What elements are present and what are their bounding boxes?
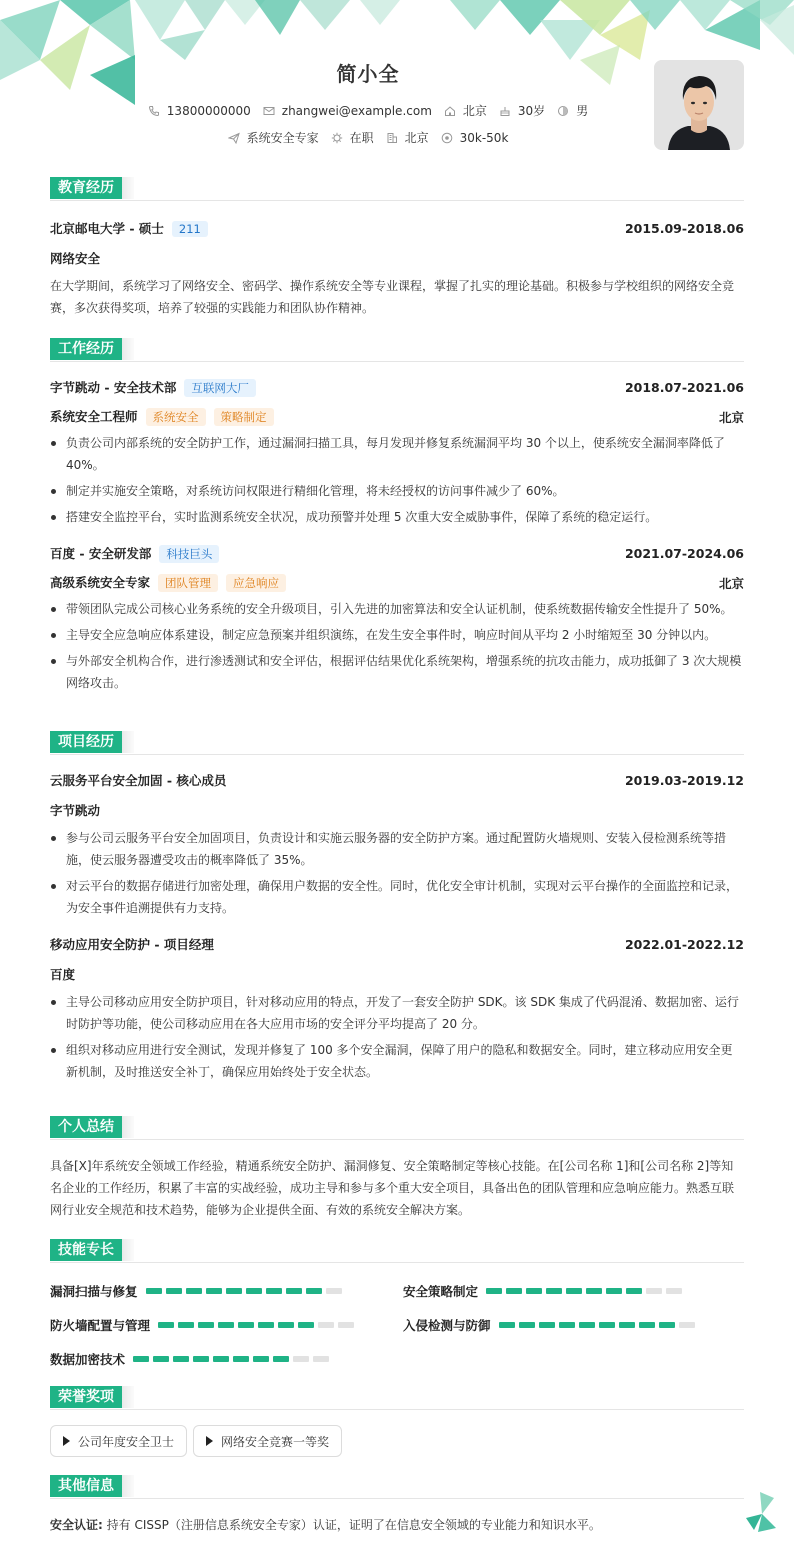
skill-segment-filled xyxy=(166,1288,182,1294)
paper-plane-icon xyxy=(228,132,240,144)
skill-segment-filled xyxy=(539,1322,555,1328)
skill-segment-filled xyxy=(258,1322,274,1328)
awards-list xyxy=(50,1425,744,1457)
city-text: 北京 xyxy=(404,131,429,145)
phone-icon xyxy=(148,105,160,117)
skill-segment-filled xyxy=(486,1288,502,1294)
skill-segment-filled xyxy=(286,1288,302,1294)
skill-segment-filled xyxy=(233,1356,249,1362)
skill-segment-filled xyxy=(659,1322,675,1328)
hometown-text: 北京 xyxy=(462,104,487,118)
company-name: 百度 - 安全研发部 xyxy=(50,546,152,561)
skill-segment-filled xyxy=(619,1322,635,1328)
skill-segment-filled xyxy=(213,1356,229,1362)
skill-name: 数据加密技术 xyxy=(50,1352,126,1367)
mail-icon xyxy=(263,105,275,117)
project-entry xyxy=(50,935,744,1083)
status-info xyxy=(331,129,374,146)
skill-segment-filled xyxy=(519,1322,535,1328)
skill-segment-filled xyxy=(226,1288,242,1294)
position-info xyxy=(228,129,319,146)
project-entry xyxy=(50,771,744,919)
summary-header xyxy=(50,1116,744,1140)
section-title: 教育经历 xyxy=(50,177,122,199)
skill-segment-filled xyxy=(246,1288,262,1294)
role-name: 高级系统安全专家 xyxy=(50,575,151,590)
work-bullet: 搭建安全监控平台，实时监测系统安全状况，成功预警并处理 5 次重大安全威胁事件，保障了系统的稳定运行。 xyxy=(50,506,744,528)
skill-segment-filled xyxy=(238,1322,254,1328)
work-date: 2018.07-2021.06 xyxy=(624,380,744,395)
projects-section xyxy=(50,731,744,1083)
skill-segment-filled xyxy=(586,1288,602,1294)
skill-segment-filled xyxy=(526,1288,542,1294)
project-company: 字节跳动 xyxy=(50,803,101,818)
work-role xyxy=(50,407,274,426)
award-name: 网络安全竞赛一等奖 xyxy=(221,1434,330,1449)
role-tag: 策略制定 xyxy=(214,408,274,426)
project-name: 移动应用安全防护 - 项目经理 xyxy=(50,937,214,952)
skill-name: 防火墙配置与管理 xyxy=(50,1318,151,1333)
work-bullet: 带领团队完成公司核心业务系统的安全升级项目，引入先进的加密算法和安全认证机制，使系统数据传输安全性提升了 50%。 xyxy=(50,598,744,620)
skill-segment-filled xyxy=(253,1356,269,1362)
skill-segment-empty xyxy=(646,1288,662,1294)
school-line xyxy=(50,219,208,237)
footer-triangle-pattern xyxy=(740,1492,780,1536)
email-text: zhangwei@example.com xyxy=(281,103,432,118)
role-tag: 系统安全 xyxy=(146,408,206,426)
skill-level-bar xyxy=(158,1322,358,1328)
skill-level-bar xyxy=(133,1356,333,1362)
play-triangle-icon xyxy=(63,1436,70,1446)
skill-item xyxy=(50,1282,346,1300)
age-info xyxy=(499,102,545,119)
company-tag: 科技巨头 xyxy=(159,545,219,563)
hometown-info xyxy=(444,102,487,119)
candidate-name: 简小全 xyxy=(336,62,400,86)
age-text: 30岁 xyxy=(517,104,546,118)
status-text: 在职 xyxy=(349,131,374,145)
resume-header xyxy=(0,0,794,160)
other-text: 持有 CISSP（注册信息系统安全专家）认证，证明了在信息安全领域的专业能力和知识水平。 xyxy=(106,1518,601,1532)
project-name: 云服务平台安全加固 - 核心成员 xyxy=(50,773,227,788)
skill-level-bar xyxy=(486,1288,686,1294)
building-icon xyxy=(386,132,398,144)
skill-segment-empty xyxy=(338,1322,354,1328)
skill-segment-filled xyxy=(198,1322,214,1328)
skill-item xyxy=(50,1350,333,1368)
skill-segment-filled xyxy=(506,1288,522,1294)
skills-section xyxy=(50,1239,744,1375)
award-name: 公司年度安全卫士 xyxy=(78,1434,175,1449)
award-item xyxy=(50,1425,187,1457)
work-location: 北京 xyxy=(718,409,744,425)
work-company xyxy=(50,544,219,563)
education-header xyxy=(50,177,744,201)
skill-segment-filled xyxy=(173,1356,189,1362)
education-major: 网络安全 xyxy=(50,251,101,266)
education-row xyxy=(50,219,744,237)
gender-text: 男 xyxy=(576,104,589,118)
project-company: 百度 xyxy=(50,967,76,982)
contact-row xyxy=(0,102,736,119)
cake-icon xyxy=(499,105,511,117)
home-icon xyxy=(444,105,456,117)
skill-segment-filled xyxy=(639,1322,655,1328)
work-role xyxy=(50,573,286,592)
skill-segment-empty xyxy=(679,1322,695,1328)
gender-icon xyxy=(557,105,569,117)
skill-segment-filled xyxy=(146,1288,162,1294)
skill-item xyxy=(403,1282,686,1300)
education-date: 2015.09-2018.06 xyxy=(624,220,744,236)
skill-segment-filled xyxy=(298,1322,314,1328)
skill-level-bar xyxy=(499,1322,699,1328)
work-header xyxy=(50,338,744,362)
project-bullet: 主导公司移动应用安全防护项目，针对移动应用的特点，开发了一套安全防护 SDK。该 SDK 集成了代码混淆、数据加密、运行时防护等功能，使公司移动应用在各大应用市场的安全评分平均提高了 20 分。 xyxy=(50,991,744,1035)
section-title: 个人总结 xyxy=(50,1116,122,1138)
other-section xyxy=(50,1475,744,1536)
skill-segment-filled xyxy=(158,1322,174,1328)
work-company-row xyxy=(50,544,744,563)
company-name: 字节跳动 - 安全技术部 xyxy=(50,380,177,395)
skill-segment-filled xyxy=(178,1322,194,1328)
section-title: 技能专长 xyxy=(50,1239,122,1261)
email-info xyxy=(263,104,432,118)
role-name: 系统安全工程师 xyxy=(50,409,138,424)
awards-header xyxy=(50,1386,744,1410)
skill-segment-empty xyxy=(293,1356,309,1362)
skill-name: 漏洞扫描与修复 xyxy=(50,1284,138,1299)
role-tag: 应急响应 xyxy=(226,574,286,592)
project-date: 2019.03-2019.12 xyxy=(624,772,744,788)
role-tag: 团队管理 xyxy=(158,574,218,592)
skill-segment-filled xyxy=(133,1356,149,1362)
skill-segment-empty xyxy=(318,1322,334,1328)
play-triangle-icon xyxy=(206,1436,213,1446)
skill-segment-filled xyxy=(186,1288,202,1294)
project-bullet: 参与公司云服务平台安全加固项目，负责设计和实施云服务器的安全防护方案。通过配置防火墙规则、安装入侵检测系统等措施，使云服务器遭受攻击的概率降低了 35%。 xyxy=(50,827,744,871)
skill-segment-empty xyxy=(666,1288,682,1294)
work-bullet: 制定并实施安全策略，对系统访问权限进行精细化管理，将未经授权的访问事件减少了 60%。 xyxy=(50,480,744,502)
skill-name: 安全策略制定 xyxy=(403,1284,479,1299)
projects-header xyxy=(50,731,744,755)
education-desc: 在大学期间，系统学习了网络安全、密码学、操作系统安全等专业课程，掌握了扎实的理论基础。积极参与学校组织的网络安全竞赛，多次获得奖项，培养了较强的实践能力和团队协作精神。 xyxy=(50,279,735,315)
coin-icon xyxy=(441,132,453,144)
gender-info xyxy=(557,102,588,119)
work-date: 2021.07-2024.06 xyxy=(624,546,744,561)
work-company-row xyxy=(50,378,744,397)
skill-segment-filled xyxy=(579,1322,595,1328)
work-section xyxy=(50,338,744,694)
position-text: 系统安全专家 xyxy=(246,131,319,145)
skill-segment-filled xyxy=(206,1288,222,1294)
work-bullet: 主导安全应急响应体系建设，制定应急预案并组织演练，在发生安全事件时，响应时间从平均 2 小时缩短至 30 分钟以内。 xyxy=(50,624,744,646)
skills-header xyxy=(50,1239,744,1263)
phone-info xyxy=(148,104,251,118)
awards-section xyxy=(50,1386,744,1457)
skill-segment-empty xyxy=(326,1288,342,1294)
other-info xyxy=(50,1514,744,1536)
section-title: 荣誉奖项 xyxy=(50,1386,122,1408)
award-item xyxy=(193,1425,342,1457)
work-location: 北京 xyxy=(718,575,744,591)
skill-segment-filled xyxy=(306,1288,322,1294)
job-intent-row xyxy=(0,129,736,146)
skill-segment-filled xyxy=(273,1356,289,1362)
project-name-row xyxy=(50,935,744,953)
education-section xyxy=(50,177,744,319)
other-header xyxy=(50,1475,744,1499)
skill-segment-filled xyxy=(218,1322,234,1328)
work-bullet: 与外部安全机构合作，进行渗透测试和安全评估，根据评估结果优化系统架构，增强系统的抗攻击能力，成功抵御了 3 次大规模网络攻击。 xyxy=(50,650,744,694)
skill-item xyxy=(403,1316,699,1334)
skill-segment-filled xyxy=(546,1288,562,1294)
work-role-row xyxy=(50,407,744,426)
skill-segment-filled xyxy=(278,1322,294,1328)
other-label: 安全认证: xyxy=(50,1518,103,1532)
skill-segment-filled xyxy=(153,1356,169,1362)
skill-segment-filled xyxy=(606,1288,622,1294)
skill-segment-filled xyxy=(266,1288,282,1294)
project-name-row xyxy=(50,771,744,789)
skill-name: 入侵检测与防御 xyxy=(403,1318,491,1333)
salary-info xyxy=(441,131,509,145)
skill-segment-filled xyxy=(559,1322,575,1328)
section-title: 项目经历 xyxy=(50,731,122,753)
avatar xyxy=(654,60,744,150)
company-tag: 互联网大厂 xyxy=(184,379,256,397)
summary-section xyxy=(50,1116,744,1221)
work-role-row xyxy=(50,573,744,592)
section-title: 其他信息 xyxy=(50,1475,122,1497)
avatar-portrait-icon xyxy=(654,60,744,150)
work-entry xyxy=(50,544,744,694)
work-entry xyxy=(50,378,744,528)
skill-segment-filled xyxy=(599,1322,615,1328)
skill-segment-filled xyxy=(499,1322,515,1328)
salary-text: 30k-50k xyxy=(459,130,509,145)
skill-item xyxy=(50,1316,358,1334)
phone-text: 13800000000 xyxy=(166,103,251,118)
skill-segment-filled xyxy=(626,1288,642,1294)
skill-segment-filled xyxy=(566,1288,582,1294)
project-bullet: 组织对移动应用进行安全测试，发现并修复了 100 多个安全漏洞，保障了用户的隐私和数据安全。同时，建立移动应用安全更新机制，及时推送安全补丁，确保应用始终处于安全状态。 xyxy=(50,1039,744,1083)
school-tag: 211 xyxy=(172,221,208,237)
summary-text: 具备[X]年系统安全领域工作经验，精通系统安全防护、漏洞修复、安全策略制定等核心技能。在[公司名称 1]和[公司名称 2]等知名企业的工作经历，积累了丰富的实战经验，成功主导和参与多个重大安全项目，具备出色的团队管理和应急响应能力。熟悉互联网行业安全规范和技术趋势，能够为企业提供全面、有效的系统安全解决方案。 xyxy=(50,1159,735,1217)
school-name: 北京邮电大学 - 硕士 xyxy=(50,221,164,236)
work-bullet: 负责公司内部系统的安全防护工作，通过漏洞扫描工具，每月发现并修复系统漏洞平均 30 个以上，使系统安全漏洞率降低了 40%。 xyxy=(50,432,744,476)
skill-segment-empty xyxy=(313,1356,329,1362)
skill-segment-filled xyxy=(193,1356,209,1362)
city-info xyxy=(386,129,429,146)
project-bullet: 对云平台的数据存储进行加密处理，确保用户数据的安全性。同时，优化安全审计机制，实现对云平台操作的全面监控和记录，为安全事件追溯提供有力支持。 xyxy=(50,875,744,919)
skill-level-bar xyxy=(146,1288,346,1294)
work-company xyxy=(50,378,256,397)
project-date: 2022.01-2022.12 xyxy=(624,936,744,952)
status-icon xyxy=(331,132,343,144)
section-title: 工作经历 xyxy=(50,338,122,360)
